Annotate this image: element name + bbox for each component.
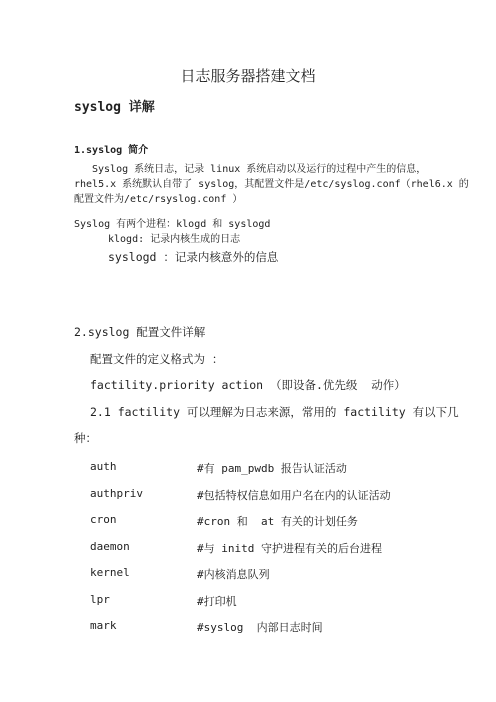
facility-description: #包括特权信息如用户名在内的认证活动 xyxy=(197,488,391,502)
section-heading-syslog: syslog 详解 xyxy=(74,100,155,115)
facility-description: #打印机 xyxy=(197,594,237,608)
facility-definition-line-2: 种： xyxy=(74,431,97,445)
intro-paragraph-line-3: 配置文件为/etc/rsyslog.conf ） xyxy=(74,194,243,205)
facility-definition-line-1: 2.1 factility 可以理解为日志来源，常用的 factility 有以下几 xyxy=(90,405,459,419)
facility-name: authpriv xyxy=(90,486,143,500)
syslogd-line: syslogd ：记录内核意外的信息 xyxy=(108,250,279,264)
facility-description: #内核消息队列 xyxy=(197,568,270,581)
facility-name: daemon xyxy=(90,539,130,553)
intro-paragraph-line-1: Syslog 系统日志，记录 linux 系统启动以及运行的过程中产生的信息， xyxy=(92,164,427,175)
format-intro: 配置文件的定义格式为 ： xyxy=(90,352,224,366)
subheading-syslog-intro: 1.syslog 简介 xyxy=(74,145,149,156)
process-line: Syslog 有两个进程：klogd 和 syslogd xyxy=(74,219,271,230)
format-line: factility.priority action （即设备.优先级 动作） xyxy=(90,378,406,392)
facility-description: #syslog 内部日志时间 xyxy=(197,621,323,634)
facility-name: kernel xyxy=(90,566,130,579)
klogd-line: klogd: 记录内核生成的日志 xyxy=(108,234,241,245)
facility-name: mark xyxy=(90,619,117,632)
document-title: 日志服务器搭建文档 xyxy=(180,67,316,85)
facility-name: auth xyxy=(90,460,117,473)
facility-description: #与 initd 守护进程有关的后台进程 xyxy=(197,541,382,555)
facility-description: #cron 和 at 有关的计划任务 xyxy=(197,515,358,528)
facility-name: lpr xyxy=(90,592,110,606)
section-heading-config: 2.syslog 配置文件详解 xyxy=(74,325,206,339)
facility-name: cron xyxy=(90,513,117,526)
facility-description: #有 pam_pwdb 报告认证活动 xyxy=(197,462,347,475)
intro-paragraph-line-2: rhel5.x 系统默认自带了 syslog，其配置文件是/etc/syslog.conf（rhel6.x 的 xyxy=(74,179,469,190)
